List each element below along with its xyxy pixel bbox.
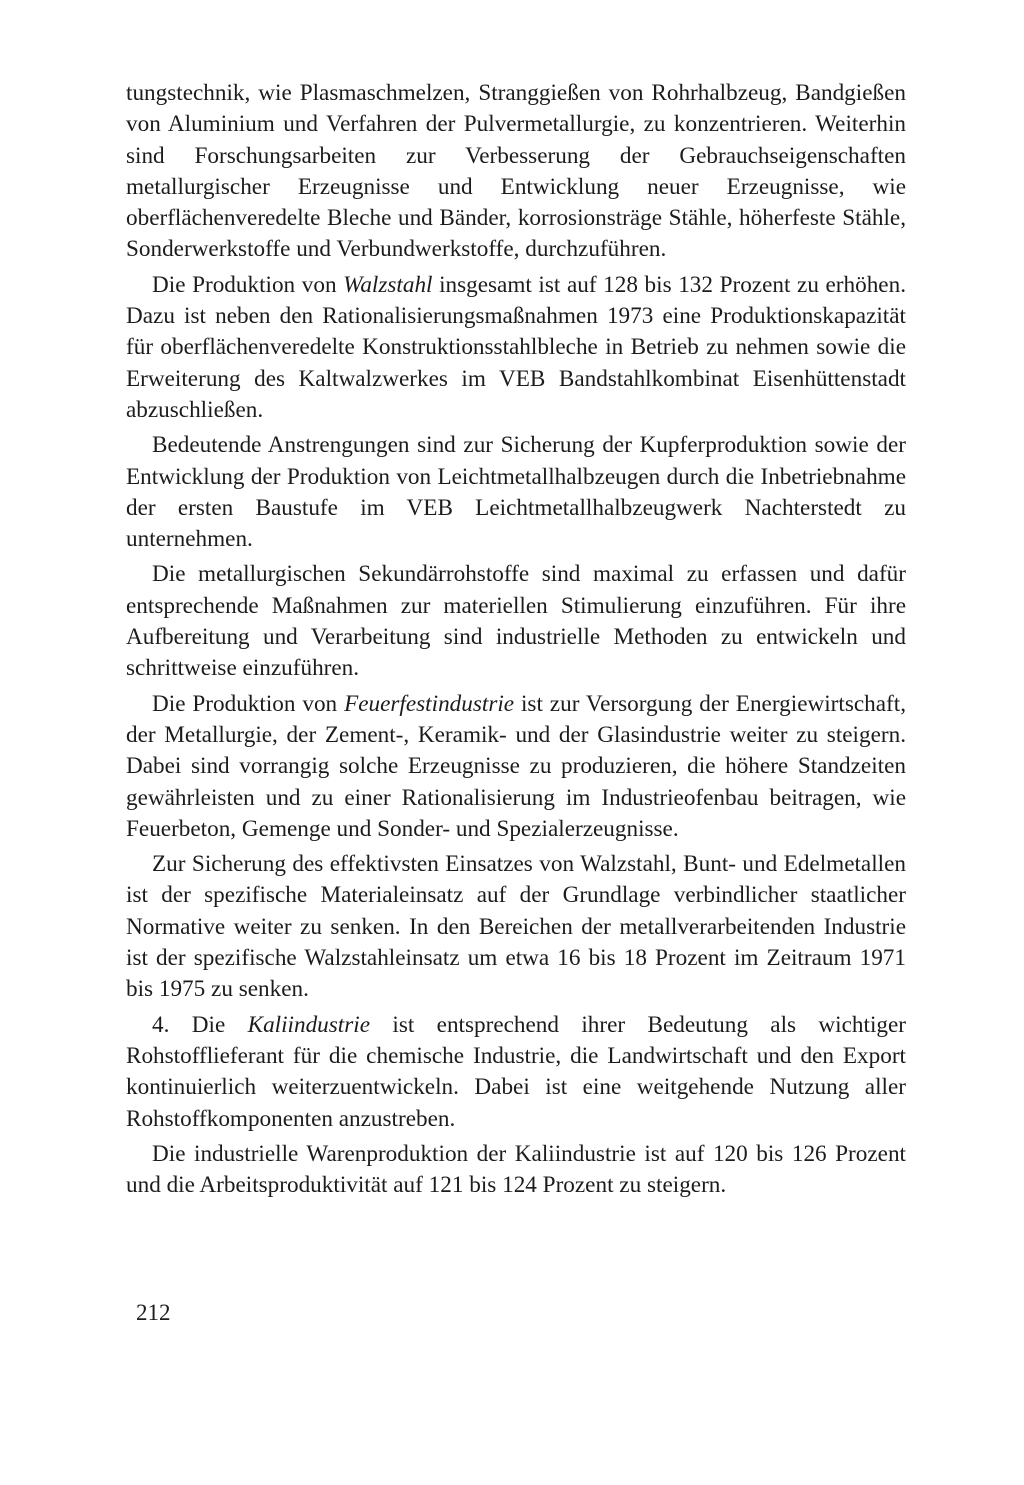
paragraph (126, 78, 906, 266)
text-run: tungstechnik, wie Plasmaschmelzen, Stranggießen von Rohrhalbzeug, Bandgießen von Aluminium und Verfahren der Pulvermetallurgie, zu konzentrieren. Weiterhin sind Forschungsarbeiten zur Verbesserung der Gebrauchseigenschaften metallurgischer Erzeugnisse und Entwicklung neuer Erzeugnisse, wie oberflächenveredelte Bleche und Bänder, korrosionsträge Stähle, höherfeste Stähle, Sonderwerkstoffe und Verbundwerkstoffe, durchzuführen. (126, 80, 906, 263)
text-run: ist zur Versorgung der Energiewirtschaft, der Metallurgie, der Zement-, Keramik- und der Glasindustrie weiter zu steigern. Dabei sind vorrangig solche Erzeugnisse zu produzieren, die höhere Standzeiten gewährleisten und zu einer Rationalisierung im Industrieofenbau beitragen, wie Feuerbeton, Gemenge und Sonder- und Spezialerzeugnisse. (126, 690, 906, 842)
page-number: 212 (136, 1300, 171, 1325)
paragraph (126, 559, 906, 684)
text-run: Zur Sicherung des effektivsten Einsatzes von Walzstahl, Bunt- und Edelmetallen ist der spezifische Materialeinsatz auf der Grundlage verbindlicher staatlicher Normative weiter zu senken. In den Bereichen der metallverarbeitenden Industrie ist der spezifische Walzstahleinsatz um etwa 16 bis 18 Prozent im Zeitraum 1971 bis 1975 zu senken. (126, 851, 906, 1003)
text-run: insgesamt ist auf 128 bis 132 Prozent zu erhöhen. Dazu ist neben den Rationalisierungsmaßnahmen 1973 eine Produktionskapazität für oberflächenveredelte Konstruktionsstahlbleche in Betrieb zu nehmen sowie die Erweiterung des Kaltwalzwerkes im VEB Bandstahlkombinat Eisenhüttenstadt abzuschließen. (126, 271, 906, 423)
paragraph (126, 689, 906, 845)
emphasized-term: Feuerfestindustrie (344, 690, 515, 717)
emphasized-term: Kaliindustrie (247, 1011, 371, 1038)
text-run: Die Produktion von (152, 271, 344, 298)
text-run: Die industrielle Warenproduktion der Kaliindustrie ist auf 120 bis 126 Prozent und die Arbeitsproduktivität auf 121 bis 124 Prozent zu steigern. (126, 1140, 906, 1199)
text-run: Die metallurgischen Sekundärrohstoffe sind maximal zu erfassen und dafür entsprechende Maßnahmen zur materiellen Stimulierung einzuführen. Für ihre Aufbereitung und Verarbeitung sind industrielle Methoden zu entwickeln und schrittweise einzuführen. (126, 561, 906, 682)
text-run: ist entsprechend ihrer Bedeutung als wichtiger Rohstofflieferant für die chemische Industrie, die Landwirtschaft und den Export kontinuierlich weiterzuentwickeln. Dabei ist eine weitgehende Nutzung aller Rohstoffkomponenten anzustreben. (126, 1011, 906, 1132)
text-run: 4. Die (152, 1011, 248, 1038)
page-body (126, 78, 906, 1205)
paragraph (126, 1139, 906, 1202)
text-run: Bedeutende Anstrengungen sind zur Sicherung der Kupferproduktion sowie der Entwicklung der Produktion von Leichtmetallhalbzeugen durch die Inbetriebnahme der ersten Baustufe im VEB Leichtmetallhalbzeugwerk Nachterstedt zu unternehmen. (126, 432, 906, 553)
paragraph (126, 430, 906, 555)
text-run: Die Produktion von (152, 690, 345, 717)
paragraph (126, 270, 906, 426)
paragraph (126, 849, 906, 1005)
emphasized-term: Walzstahl (343, 271, 433, 298)
paragraph (126, 1010, 906, 1135)
